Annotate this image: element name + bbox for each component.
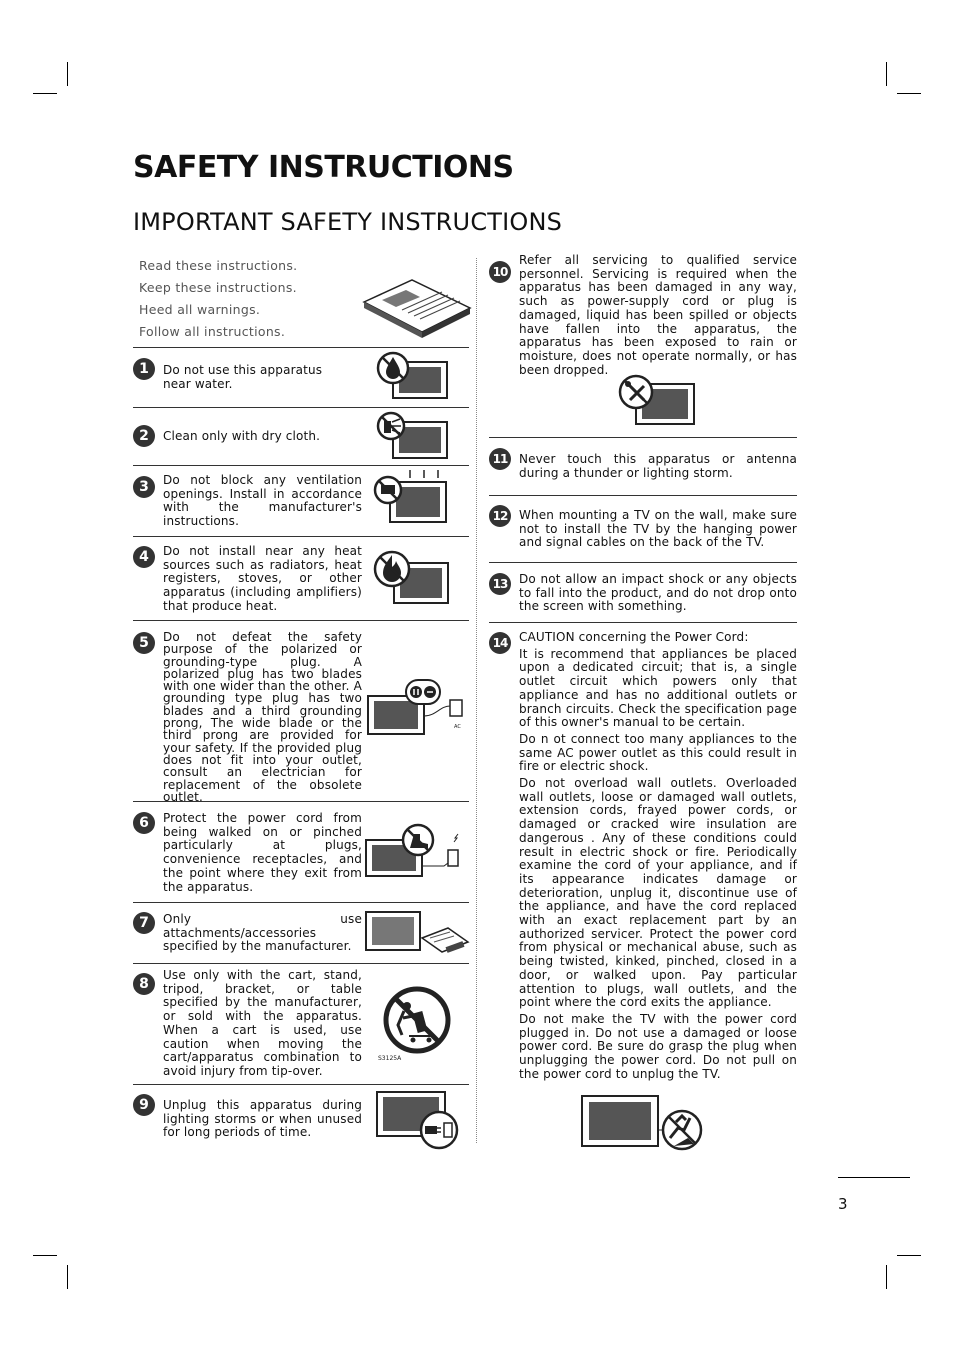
divider xyxy=(133,902,469,903)
svg-text:AC: AC xyxy=(454,724,461,730)
no-step-on-cord-icon xyxy=(364,822,470,880)
item-number: 4 xyxy=(133,546,155,568)
divider xyxy=(489,622,797,623)
item-number: 6 xyxy=(133,812,155,834)
divider xyxy=(133,407,469,408)
crop-mark xyxy=(897,93,921,94)
item-number: 10 xyxy=(489,261,511,283)
crop-mark xyxy=(33,1255,57,1256)
divider xyxy=(133,536,469,537)
item-number: 3 xyxy=(133,476,155,498)
instruction-text: Do not use this apparatus near water. xyxy=(163,363,323,391)
crop-mark xyxy=(886,62,887,86)
crop-mark xyxy=(33,93,57,94)
item-number: 1 xyxy=(133,358,155,380)
no-spray-cleaner-icon xyxy=(375,410,451,460)
intro-list xyxy=(139,255,297,343)
instruction-text: Unplug this apparatus during lighting storms or when unused for long periods of time. xyxy=(163,1098,362,1140)
page-subtitle: IMPORTANT SAFETY INSTRUCTIONS xyxy=(133,208,563,236)
item-number: 9 xyxy=(133,1094,155,1116)
caution-paragraph: Do n ot connect too many appliances to the same AC power outlet as this could result in fire or electric shock. xyxy=(519,731,797,774)
item-number: 2 xyxy=(133,425,155,447)
column-divider xyxy=(476,258,477,1143)
item-number: 12 xyxy=(489,505,511,527)
instruction-text: Clean only with dry cloth. xyxy=(163,429,321,443)
instruction-text: Do not install near any heat sources such as radiators, heat registers, stoves, or other apparatus (including amplifiers) that produce heat. xyxy=(163,544,362,613)
intro-line: Heed all warnings. xyxy=(139,302,261,317)
accessories-icon xyxy=(364,908,470,960)
no-heat-source-icon xyxy=(372,545,452,607)
no-water-icon xyxy=(375,348,451,402)
item-number: 5 xyxy=(133,632,155,654)
divider xyxy=(489,495,797,496)
crop-mark xyxy=(67,62,68,86)
divider xyxy=(133,620,469,621)
instruction-text: Refer all servicing to qualified service personnel. Servicing is required when the apparatus has been damaged in any way, such as power-supply cord or plug is damaged, liquid has been spilled or objects have fallen into the apparatus, the apparatus has been exposed to rain or moisture, does not operate normally, or has been dropped. xyxy=(519,253,797,377)
intro-line: Keep these instructions. xyxy=(139,280,297,295)
instruction-text: Do not allow an impact shock or any objects to fall into the product, and do not drop onto the screen with something. xyxy=(519,572,797,614)
divider xyxy=(133,465,469,466)
instruction-text: When mounting a TV on the wall, make sure not to install the TV by the hanging power and signal cables on the back of the TV. xyxy=(519,508,797,550)
instruction-text: Never touch this apparatus or antenna during a thunder or lighting storm. xyxy=(519,452,797,480)
manual-book-icon xyxy=(362,272,472,338)
instruction-block xyxy=(519,631,797,1085)
instruction-text: Do not defeat the safety purpose of the polarized or grounding-type plug. A polarized plug has two blades with one wider than the other. A grounding type plug has two blades and a third grounding prong, The wide blade or the third prong are provided for your safety. If the provided plug does not fit into your outlet, consult an electrician for replacement of the obsolete outlet. xyxy=(163,630,362,804)
intro-line: Follow all instructions. xyxy=(139,324,286,339)
page-title: SAFETY INSTRUCTIONS xyxy=(133,150,514,185)
cart-tip-over-icon xyxy=(377,986,457,1062)
divider xyxy=(133,963,469,964)
intro-line: Read these instructions. xyxy=(139,258,298,273)
item-number: 11 xyxy=(489,448,511,470)
crop-mark xyxy=(67,1265,68,1289)
crop-mark xyxy=(897,1255,921,1256)
item-number: 7 xyxy=(133,912,155,934)
no-block-ventilation-icon xyxy=(372,468,452,526)
divider xyxy=(489,562,797,563)
unplug-icon xyxy=(375,1090,461,1152)
instruction-text: Do not block any ventilation openings. Install in accordance with the manufacturer's instructions. xyxy=(163,473,362,529)
divider xyxy=(133,1084,469,1085)
caution-paragraph: Do not overload wall outlets. Overloaded wall outlets, loose or damaged wall outlets, extension cords, frayed power cords, or damaged or cracked wire insulation are dangerous . Any of these conditions could result in electric shock or fire. Periodically examine the cord of your appliance, and if its appearance indicates damage or deterioration, unplug it, discontinue use of the appliance, and have the cord replaced with an exact replacement part by an authorized servicer. Protect the power cord from physical or mechanical abuse, such as being twisted, kinked, pinched, closed in a door, or walked upon. Pay particular attention to plugs, wall outlets, and the point where the cord exits the appliance. xyxy=(519,776,797,1010)
page-number-rule xyxy=(838,1177,910,1178)
polarized-plug-icon xyxy=(366,676,470,738)
caution-paragraph: Do not make the TV with the power cord plugged in. Do not use a damaged or loose power cord. Be sure do grasp the plug when unplugging the power cord. Do not pull on the power cord to unplug the TV. xyxy=(519,1011,797,1081)
page-number: 3 xyxy=(838,1195,848,1213)
no-self-service-icon xyxy=(618,372,698,428)
caution-paragraph: It is recommend that appliances be placed upon a dedicated circuit; that is, a single outlet circuit which powers only that appliance and has no additional outlets or branch circuits. Check the specification page of this owner's manual to be certain. xyxy=(519,646,797,730)
instruction-text: Use only with the cart, stand, tripod, bracket, or table specified by the manufacturer, or sold with the apparatus. When a cart is used, use caution when moving the cart/apparatus combination to avoid injury from tip-over. xyxy=(163,968,362,1078)
instruction-text: Protect the power cord from being walked on or pinched particularly at plugs, convenience receptacles, and the point where they exit from the apparatus. xyxy=(163,811,362,894)
no-pull-cord-icon xyxy=(580,1094,706,1152)
item-number: 8 xyxy=(133,973,155,995)
instruction-text: Only use attachments/accessories specified by the manufacturer. xyxy=(163,912,362,954)
divider xyxy=(489,437,797,438)
crop-mark xyxy=(886,1265,887,1289)
item-number: 14 xyxy=(489,632,511,654)
cart-label: S3125A xyxy=(378,1055,402,1062)
item-number: 13 xyxy=(489,573,511,595)
caution-heading: CAUTION concerning the Power Cord: xyxy=(519,630,749,644)
